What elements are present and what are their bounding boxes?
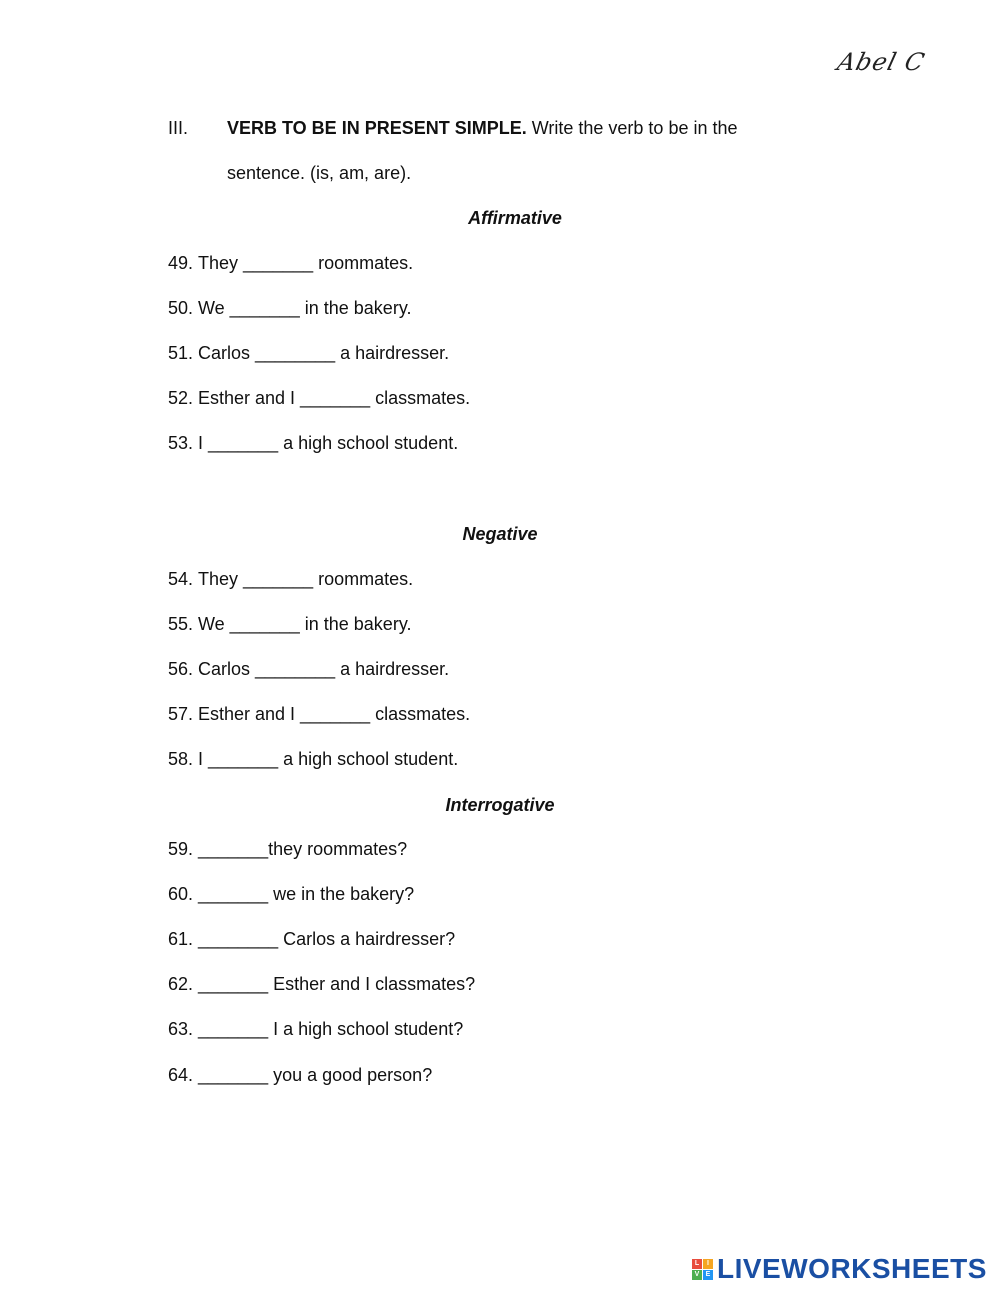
item-sentence: Esther and I _______ classmates. [198,704,471,724]
section-title-negative: Negative [462,524,538,544]
item-number: 62. [168,974,194,994]
item-sentence: _______ you a good person? [198,1065,433,1085]
item-sentence: Carlos ________ a hairdresser. [198,343,450,363]
logo-wordmark: LIVEWORKSHEETS [717,1253,987,1284]
exercise-item[interactable] [168,882,414,906]
exercise-item[interactable] [168,747,458,771]
item-sentence: They _______ roommates. [198,253,414,273]
item-sentence: We _______ in the bakery. [198,614,412,634]
item-number: 55. [168,614,194,634]
exercise-item[interactable] [168,927,455,951]
exercise-item[interactable] [168,837,407,861]
logo-letter: I [703,1259,713,1269]
item-sentence: They _______ roommates. [198,569,414,589]
item-sentence: I _______ a high school student. [198,749,459,769]
item-number: 56. [168,659,194,679]
exercise-item[interactable] [168,972,475,996]
item-sentence: _______they roommates? [198,839,408,859]
exercise-item[interactable] [168,296,411,320]
logo-letter: L [692,1259,702,1269]
item-number: 60. [168,884,194,904]
item-number: 52. [168,388,194,408]
item-sentence: We _______ in the bakery. [198,298,412,318]
item-number: 50. [168,298,194,318]
item-number: 51. [168,343,194,363]
item-number: 58. [168,749,194,769]
item-sentence: I _______ a high school student. [198,433,459,453]
item-number: 49. [168,253,194,273]
section-title-affirmative: Affirmative [468,208,562,228]
exercise-item[interactable] [168,702,470,726]
item-number: 53. [168,433,194,453]
item-sentence: _______ I a high school student? [198,1019,464,1039]
exercise-title: VERB TO BE IN PRESENT SIMPLE. [227,118,527,138]
item-number: 61. [168,929,194,949]
exercise-item[interactable] [168,612,411,636]
section-numeral: III. [168,118,189,138]
instruction-text-line2: sentence. (is, am, are). [227,163,412,183]
exercise-item[interactable] [168,657,449,681]
item-sentence: ________ Carlos a hairdresser? [198,929,456,949]
item-number: 57. [168,704,194,724]
item-sentence: _______ Esther and I classmates? [198,974,476,994]
exercise-item[interactable] [168,431,458,455]
exercise-item[interactable] [168,251,413,275]
item-sentence: Esther and I _______ classmates. [198,388,471,408]
item-number: 54. [168,569,194,589]
instruction-text: Write the verb to be in the [526,118,738,138]
logo-letter: V [692,1270,702,1280]
section-title-interrogative: Interrogative [445,795,555,815]
exercise-item[interactable] [168,1017,463,1041]
exercise-item[interactable] [168,1063,432,1087]
item-number: 63. [168,1019,194,1039]
logo-letter: E [703,1270,713,1280]
exercise-item[interactable] [168,341,449,365]
item-sentence: Carlos ________ a hairdresser. [198,659,450,679]
exercise-item[interactable] [168,386,470,410]
exercise-instructions [227,116,847,140]
exercise-item[interactable] [168,567,413,591]
item-sentence: _______ we in the bakery? [198,884,415,904]
item-number: 59. [168,839,194,859]
item-number: 64. [168,1065,194,1085]
author-signature: Abel C [834,48,929,76]
liveworksheets-logo[interactable] [692,1254,987,1284]
logo-mark-icon [692,1259,713,1280]
